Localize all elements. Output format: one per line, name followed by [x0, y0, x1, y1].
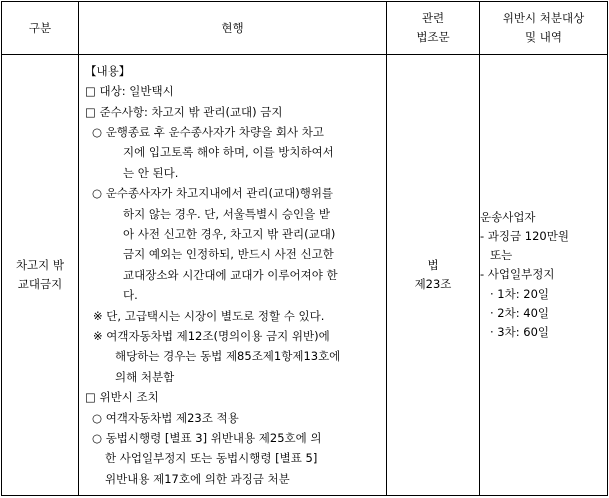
content-line: ○ 운수종사자가 차고지내에서 관리(교대)행위를	[92, 186, 334, 201]
content-line: 다.	[123, 288, 138, 303]
table-header-row	[2, 2, 608, 55]
header-current: 현행	[79, 2, 387, 55]
content-line: 아 사전 신고한 경우, 차고지 밖 관리(교대)	[123, 227, 336, 242]
content-line: □ 준수사항: 차고지 밖 관리(교대) 금지	[85, 104, 283, 119]
header-violation	[480, 2, 608, 55]
category-cell	[2, 55, 79, 496]
content-line: 금지 예외는 인정하되, 반드시 사전 신고한	[123, 247, 334, 262]
related-law-cell	[387, 55, 480, 496]
target-line: · 1차: 20일	[490, 286, 550, 301]
content-line: □ 위반시 조치	[85, 390, 159, 405]
content-line: 는 안 된다.	[123, 165, 179, 180]
target-line: 운송사업자	[480, 209, 536, 224]
content-line: ※ 단, 고급택시는 시장이 별도로 정할 수 있다.	[93, 308, 325, 323]
content-line: 의해 처분함	[115, 369, 175, 384]
content-line: 해당하는 경우는 동법 제85조제1항제13호에	[115, 349, 341, 364]
content-line: ○ 여객자동차법 제23조 적용	[92, 410, 239, 425]
header-related-law-line1: 관련	[421, 10, 445, 25]
table-row	[2, 55, 608, 496]
header-violation-line1: 위반시 처분대상	[502, 10, 585, 25]
content-line: ○ 운행종료 후 운수종사자가 차량을 회사 차고	[92, 125, 324, 140]
target-line: · 2차: 40일	[490, 305, 550, 320]
header-category: 구분	[2, 2, 79, 55]
content-line: 하지 않는 경우. 단, 서울특별시 승인을 받	[123, 206, 330, 221]
header-related-law-line2: 법조문	[416, 30, 450, 44]
header-violation-line2: 및 내역	[525, 30, 562, 44]
law-line2: 제23조	[414, 277, 452, 291]
content-line: 교대장소와 시간대에 교대가 이루어져야 한	[123, 267, 338, 282]
law-line1: 법	[427, 257, 439, 272]
target-line: - 사업일부정지	[480, 267, 555, 282]
target-line: 또는	[490, 248, 513, 263]
target-line: - 과징금 120만원	[480, 229, 569, 244]
violation-target-cell	[480, 55, 608, 496]
category-line1: 차고지 밖	[15, 257, 65, 272]
header-related-law	[387, 2, 480, 55]
content-line: 위반내용 제17호에 의한 과징금 처분	[105, 471, 290, 486]
content-line: 지에 입고토록 해야 하며, 이를 방치하여서	[123, 145, 334, 160]
content-line: ○ 동법시행령 [별표 3] 위반내용 제25호에 의	[92, 430, 322, 445]
content-line: □ 대상: 일반택시	[85, 84, 174, 99]
target-line: · 3차: 60일	[490, 324, 550, 339]
content-line: ※ 여객자동차법 제12조(명의이용 금지 위반)에	[93, 328, 330, 343]
content-line: 한 사업일부정지 또는 동법시행령 [별표 5]	[105, 451, 318, 466]
category-line2: 교대금지	[17, 277, 63, 291]
content-line: 【내용】	[85, 63, 131, 78]
current-content-cell	[79, 55, 387, 496]
regulation-table	[1, 1, 608, 496]
